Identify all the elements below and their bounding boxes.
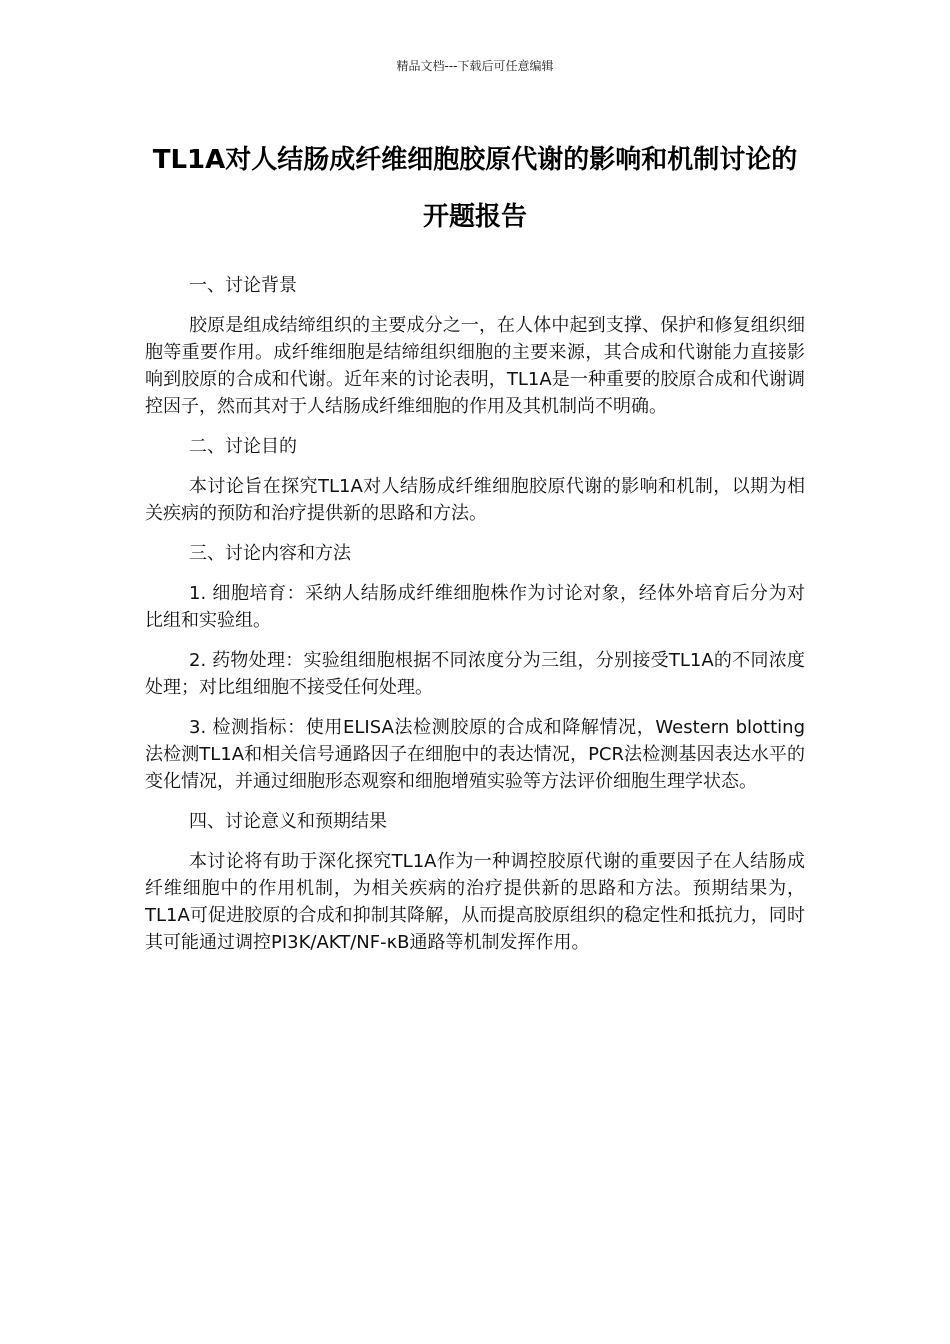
section-heading: 二、讨论目的 — [189, 436, 297, 457]
document-title: TL1A对人结肠成纤维细胞胶原代谢的影响和机制讨论的开题报告 — [152, 145, 798, 232]
section-heading: 三、讨论内容和方法 — [189, 543, 351, 564]
paragraph: 本讨论将有助于深化探究TL1A作为一种调控胶原代谢的重要因子在人结肠成纤维细胞中的作用机制，为相关疾病的治疗提供新的思路和方法。预期结果为，TL1A可促进胶原的合成和抑制其降解，从而提高胶原组织的稳定性和抵抗力，同时其可能通过调控PI3K/AKT/NF-κB通路等机制发挥作用。 — [145, 851, 805, 953]
section-background — [145, 272, 805, 420]
section-significance — [145, 808, 805, 956]
document-body — [145, 272, 805, 969]
page-header: 精品文档---下载后可任意编辑 — [396, 59, 554, 73]
paragraph: 胶原是组成结缔组织的主要成分之一，在人体中起到支撑、保护和修复组织细胞等重要作用。成纤维细胞是结缔组织细胞的主要来源，其合成和代谢能力直接影响到胶原的合成和代谢。近年来的讨论表明，TL1A是一种重要的胶原合成和代谢调控因子，然而其对于人结肠成纤维细胞的作用及其机制尚不明确。 — [145, 315, 805, 417]
paragraph: 本讨论旨在探究TL1A对人结肠成纤维细胞胶原代谢的影响和机制，以期为相关疾病的预防和治疗提供新的思路和方法。 — [145, 476, 805, 524]
section-heading: 四、讨论意义和预期结果 — [189, 811, 387, 832]
paragraph: 2. 药物处理：实验组细胞根据不同浓度分为三组，分别接受TL1A的不同浓度处理；对比组细胞不接受任何处理。 — [145, 650, 805, 698]
section-purpose — [145, 433, 805, 527]
paragraph: 3. 检测指标：使用ELISA法检测胶原的合成和降解情况，Western blotting法检测TL1A和相关信号通路因子在细胞中的表达情况，PCR法检测基因表达水平的变化情况，并通过细胞形态观察和细胞增殖实验等方法评价细胞生理学状态。 — [145, 717, 805, 792]
section-heading: 一、讨论背景 — [189, 275, 297, 296]
section-content-methods — [145, 540, 805, 795]
paragraph: 1. 细胞培育：采纳人结肠成纤维细胞株作为讨论对象，经体外培育后分为对比组和实验组。 — [145, 583, 805, 631]
